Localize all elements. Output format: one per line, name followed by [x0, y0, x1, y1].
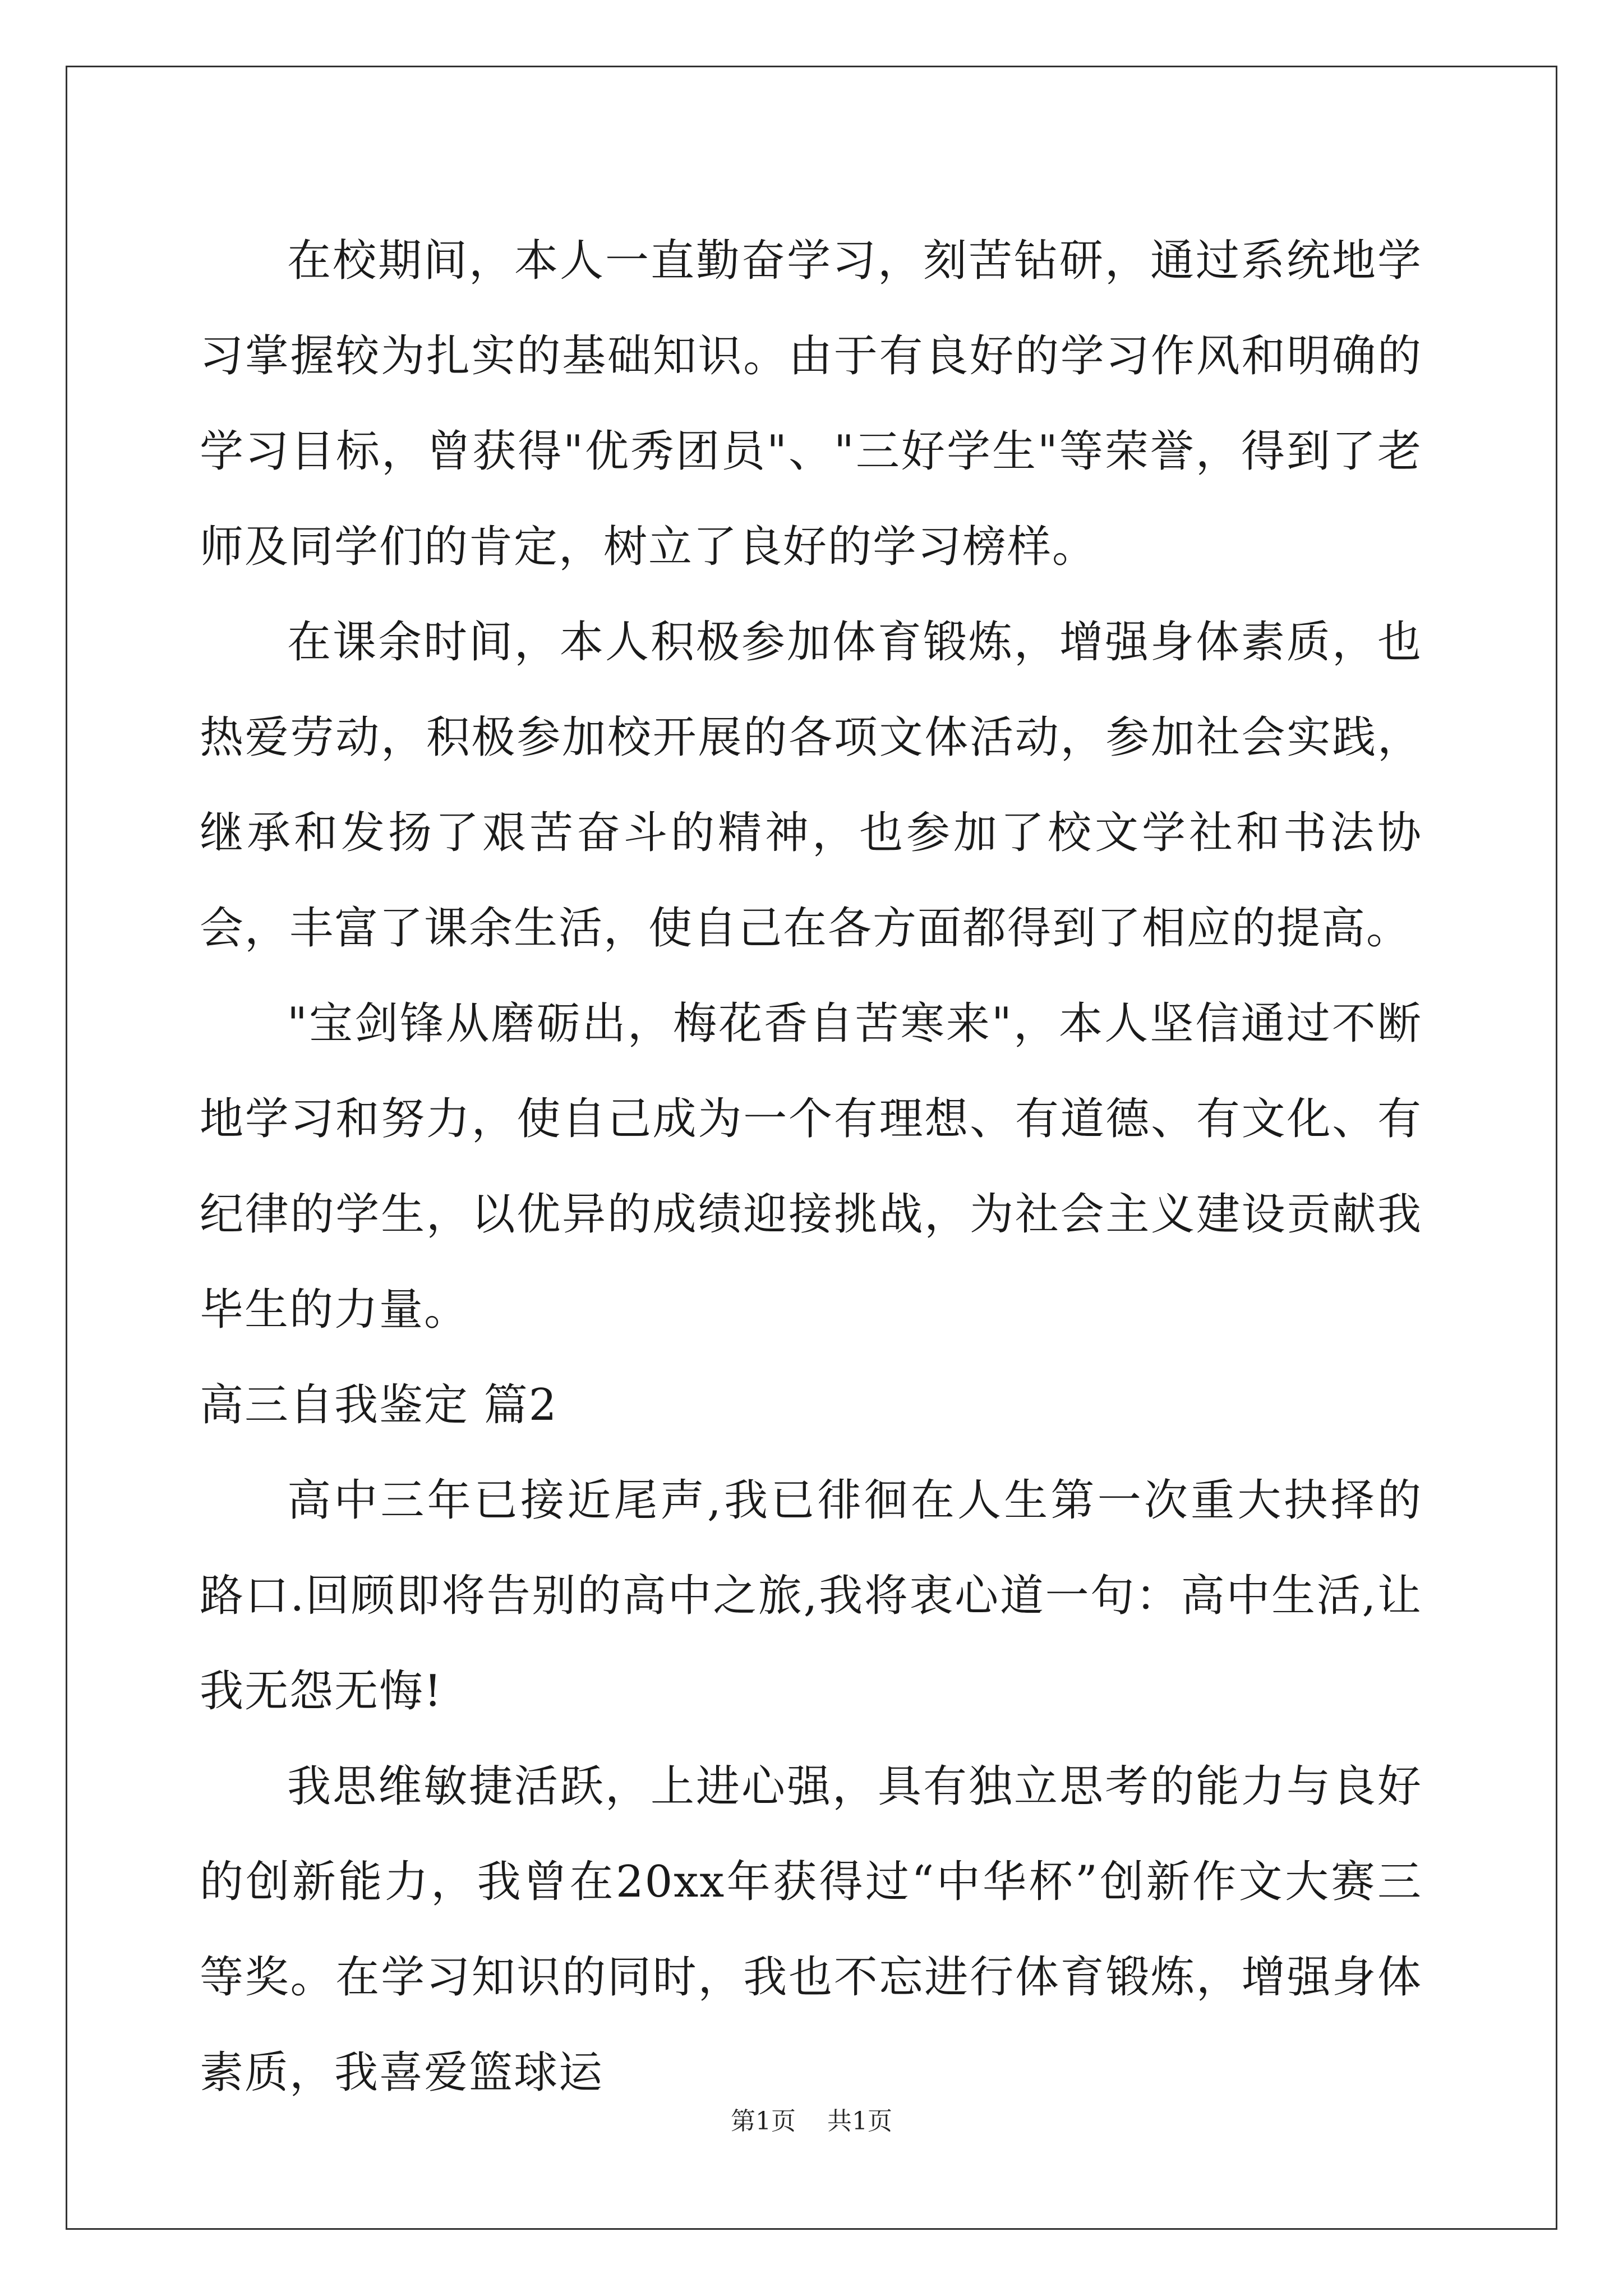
paragraph-intro: 高中三年已接近尾声,我已徘徊在人生第一次重大抉择的路口.回顾即将告别的高中之旅,我将衷心道一句：高中生活,让我无怨无悔!: [200, 1475, 1422, 1717]
section-heading: 高三自我鉴定 篇2: [200, 1380, 558, 1430]
paragraph-study: 在校期间，本人一直勤奋学习，刻苦钻研，通过系统地学习掌握较为扎实的基础知识。由于有良好的学习作风和明确的学习目标，曾获得"优秀团员"、"三好学生"等荣誉，得到了老师及同学们的肯定，树立了良好的学习榜样。: [200, 236, 1422, 572]
paragraph-activities: 在课余时间，本人积极参加体育锻炼，增强身体素质，也热爱劳动，积极参加校开展的各项文体活动，参加社会实践，继承和发扬了艰苦奋斗的精神，也参加了校文学社和书法协会，丰富了课余生活，使自己在各方面都得到了相应的提高。: [200, 617, 1422, 954]
page-total: 共1页: [827, 2107, 892, 2136]
document-body: [200, 213, 1422, 2120]
page-footer: [0, 2105, 1623, 2138]
paragraph-motto: "宝剑锋从磨砺出，梅花香自苦寒来"，本人坚信通过不断地学习和努力，使自己成为一个有理想、有道德、有文化、有纪律的学生，以优异的成绩迎接挑战，为社会主义建设贡献我毕生的力量。: [200, 999, 1422, 1335]
paragraph-abilities: 我思维敏捷活跃，上进心强，具有独立思考的能力与良好的创新能力，我曾在20xx年获得过“中华杯”创新作文大赛三等奖。在学习知识的同时，我也不忘进行体育锻炼，增强身体素质，我喜爱篮球运: [200, 1761, 1422, 2098]
page-number: 第1页: [731, 2107, 796, 2136]
